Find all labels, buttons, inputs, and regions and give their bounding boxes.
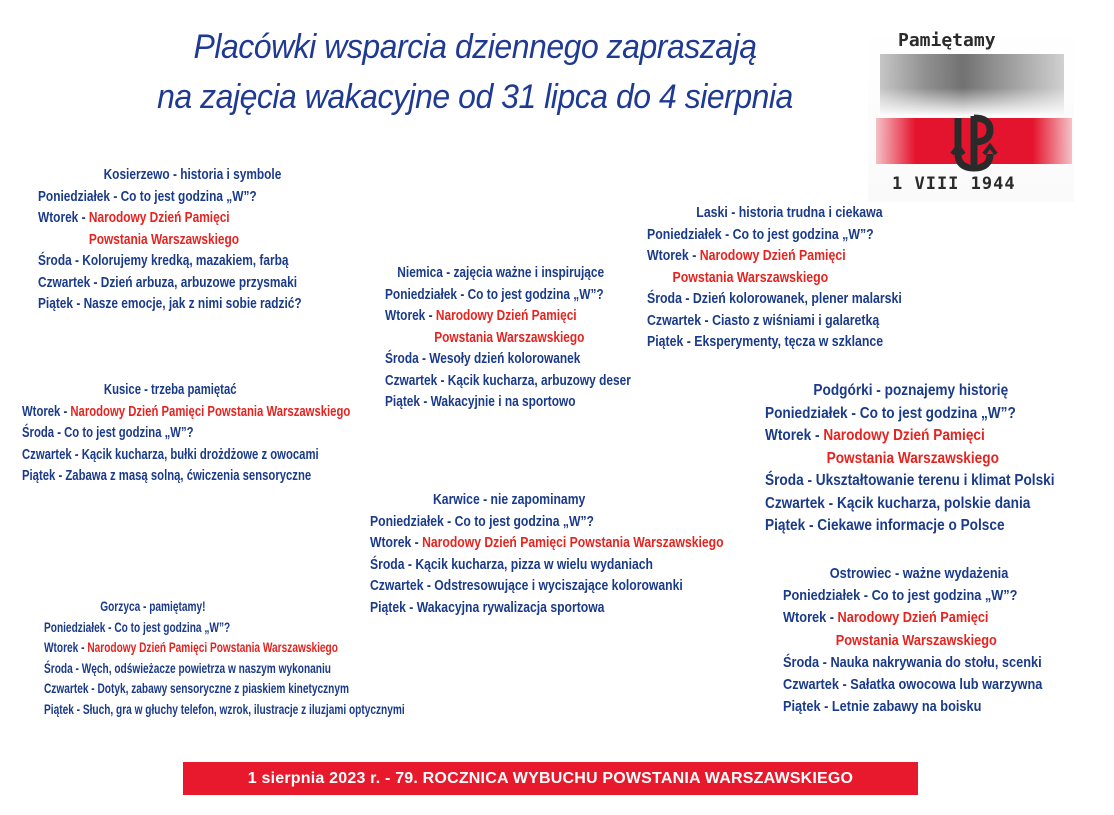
karwice-block — [370, 490, 724, 619]
gorzyca-wednesday: Środa - Węch, odświeżacze powietrza w naszym wykonaniu — [44, 660, 331, 676]
kosierzewo-heading: Kosierzewo - historia i symbole — [103, 167, 282, 183]
tuesday-event: Narodowy Dzień Pamięci Powstania Warszawskiego — [87, 640, 338, 655]
karwice-wednesday: Środa - Kącik kucharza, pizza w wielu wydaniach — [370, 556, 653, 573]
tuesday-event: Narodowy Dzień Pamięci Powstania Warszawskiego — [422, 535, 724, 551]
tuesday-event: Narodowy Dzień Pamięci — [823, 427, 985, 444]
niemica-friday: Piątek - Wakacyjnie i na sportowo — [385, 394, 576, 410]
tuesday-label: Wtorek - — [385, 308, 436, 324]
tuesday-event: Narodowy Dzień Pamięci — [88, 210, 230, 226]
kusice-heading: Kusice - trzeba pamiętać — [103, 382, 237, 398]
ostrowiec-friday: Piątek - Letnie zabawy na boisku — [783, 698, 982, 716]
karwice-friday: Piątek - Wakacyjna rywalizacja sportowa — [370, 599, 605, 616]
kusice-block — [22, 380, 350, 488]
ostrowiec-tuesday-cont: Powstania Warszawskiego — [835, 631, 997, 649]
niemica-thursday: Czwartek - Kącik kucharza, arbuzowy deser — [385, 372, 631, 389]
podgorki-tuesday-cont: Powstania Warszawskiego — [826, 449, 999, 467]
kosierzewo-block — [38, 165, 302, 316]
niemica-monday: Poniedziałek - Co to jest godzina „W”? — [385, 286, 604, 303]
podgorki-monday: Poniedziałek - Co to jest godzina „W”? — [765, 404, 1016, 422]
tuesday-event: Narodowy Dzień Pamięci Powstania Warszawskiego — [70, 403, 351, 420]
karwice-heading: Karwice - nie zapominamy — [433, 492, 586, 508]
kusice-tuesday — [22, 402, 350, 424]
badge-bottom-text: 1 VIII 1944 — [892, 174, 1016, 194]
ostrowiec-tuesday — [783, 607, 1042, 629]
tuesday-event: Narodowy Dzień Pamięci — [435, 308, 577, 324]
laski-block — [647, 203, 902, 354]
gorzyca-thursday: Czwartek - Dotyk, zabawy sensoryczne z piaskiem kinetycznym — [44, 681, 350, 696]
ostrowiec-thursday: Czwartek - Sałatka owocowa lub warzywna — [783, 676, 1043, 694]
tuesday-label: Wtorek - — [765, 427, 824, 444]
podgorki-heading: Podgórki - poznajemy historię — [813, 382, 1009, 399]
kusice-thursday: Czwartek - Kącik kucharza, bułki drożdżowe z owocami — [22, 446, 319, 463]
karwice-thursday: Czwartek - Odstresowujące i wyciszające kolorowanki — [370, 578, 683, 594]
laski-friday: Piątek - Eksperymenty, tęcza w szklance — [647, 334, 884, 350]
kusice-friday: Piątek - Zabawa z masą solną, ćwiczenia sensoryczne — [22, 468, 312, 484]
badge-top-text: Pamiętamy — [898, 30, 996, 51]
pamietamy-badge — [868, 24, 1074, 202]
niemica-wednesday: Środa - Wesoły dzień kolorowanek — [385, 351, 581, 367]
laski-monday: Poniedziałek - Co to jest godzina „W”? — [647, 226, 874, 243]
ostrowiec-block — [783, 563, 1042, 718]
kusice-wednesday: Środa - Co to jest godzina „W”? — [22, 425, 194, 441]
podgorki-wednesday: Środa - Ukształtowanie terenu i klimat Polski — [765, 472, 1055, 489]
laski-tuesday-cont: Powstania Warszawskiego — [672, 269, 829, 286]
kotwica-anchor-icon — [944, 110, 1004, 174]
niemica-tuesday — [385, 306, 631, 328]
gorzyca-friday: Piątek - Słuch, gra w głuchy telefon, wzrok, ilustracje z iluzjami optycznymi — [44, 701, 405, 717]
gorzyca-tuesday — [44, 638, 405, 659]
kosierzewo-tuesday — [38, 208, 302, 230]
kosierzewo-thursday: Czwartek - Dzień arbuza, arbuzowe przysmaki — [38, 274, 298, 291]
podgorki-block — [765, 380, 1055, 538]
kosierzewo-friday: Piątek - Nasze emocje, jak z nimi sobie radzić? — [38, 296, 302, 312]
laski-heading: Laski - historia trudna i ciekawa — [696, 205, 883, 221]
gorzyca-heading: Gorzyca - pamiętamy! — [100, 599, 206, 614]
laski-thursday: Czwartek - Ciasto z wiśniami i galaretką — [647, 312, 880, 329]
tuesday-label: Wtorek - — [647, 248, 700, 264]
tuesday-event: Narodowy Dzień Pamięci — [699, 248, 846, 264]
podgorki-friday: Piątek - Ciekawe informacje o Polsce — [765, 517, 1005, 534]
laski-wednesday: Środa - Dzień kolorowanek, plener malarski — [647, 291, 902, 307]
kosierzewo-tuesday-cont: Powstania Warszawskiego — [88, 231, 240, 248]
page-title-line-1: Placówki wsparcia dziennego zapraszają — [193, 28, 757, 66]
tuesday-label: Wtorek - — [783, 609, 838, 627]
podgorki-thursday: Czwartek - Kącik kucharza, polskie dania — [765, 494, 1031, 512]
karwice-tuesday — [370, 533, 724, 555]
niemica-block — [385, 263, 631, 414]
insurgents-photo — [880, 54, 1064, 116]
podgorki-tuesday — [765, 425, 1055, 448]
kosierzewo-monday: Poniedziałek - Co to jest godzina „W”? — [38, 188, 257, 205]
niemica-tuesday-cont: Powstania Warszawskiego — [434, 329, 585, 346]
tuesday-label: Wtorek - — [370, 535, 423, 551]
laski-tuesday — [647, 246, 902, 268]
ostrowiec-wednesday: Środa - Nauka nakrywania do stołu, scenki — [783, 653, 1042, 671]
ostrowiec-heading: Ostrowiec - ważne wydażenia — [829, 565, 1009, 582]
tuesday-event: Narodowy Dzień Pamięci — [837, 609, 989, 627]
gorzyca-monday: Poniedziałek - Co to jest godzina „W”? — [44, 619, 231, 635]
niemica-heading: Niemica - zajęcia ważne i inspirujące — [397, 265, 605, 281]
kosierzewo-wednesday: Środa - Kolorujemy kredką, mazakiem, farbą — [38, 253, 289, 269]
ostrowiec-monday: Poniedziałek - Co to jest godzina „W”? — [783, 587, 1018, 605]
tuesday-label: Wtorek - — [38, 210, 89, 226]
page-title-line-2: na zajęcia wakacyjne od 31 lipca do 4 sierpnia — [157, 78, 793, 116]
gorzyca-block — [44, 597, 405, 720]
karwice-monday: Poniedziałek - Co to jest godzina „W”? — [370, 513, 594, 530]
anniversary-banner-text: 1 sierpnia 2023 r. - 79. ROCZNICA WYBUCHU POWSTANIA WARSZAWSKIEGO — [247, 769, 854, 787]
tuesday-label: Wtorek - — [44, 640, 88, 655]
tuesday-label: Wtorek - — [22, 403, 71, 420]
anniversary-banner — [183, 762, 918, 795]
